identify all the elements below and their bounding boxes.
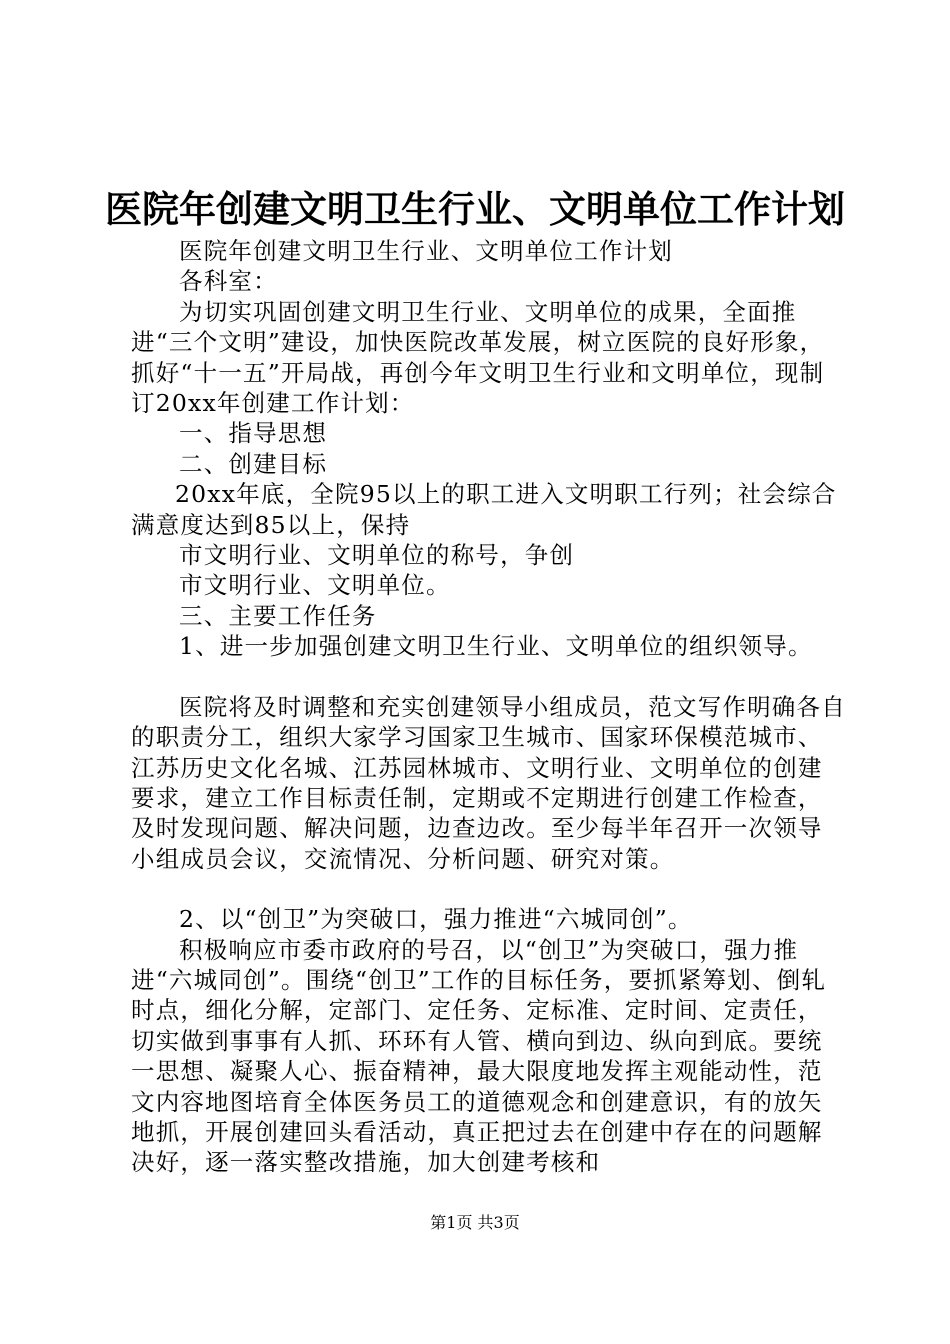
goal-line-strive: 市文明行业、文明单位。 [179, 571, 451, 600]
paragraph-gap [131, 874, 846, 904]
salutation: 各科室： [179, 267, 278, 296]
task-2-paragraph: 积极响应市委市政府的号召，以“创卫”为突破口，强力推进“六城同创”。围绕“创卫”工作的目标任务，要抓紧筹划、倒轧时点，细化分解，定部门、定任务、定标准、定时间、定责任，切实做到事事有人抓、环环有人管、横向到边、纵向到底。要统一思想、凝聚人心、振奋精神，最大限度地发挥主观能动性，范文内容地图培育全体医务员工的道德观念和创建意识，有的放矢地抓，开展创建回头看活动，真正把过去在创建中存在的问题解决好，逐一落实整改措施，加大创建考核和 [131, 935, 827, 1177]
goal-paragraph: 20xx年底，全院95以上的职工进入文明职工行列；社会综合满意度达到85以上，保持 [131, 480, 837, 539]
section-heading-3: 三、主要工作任务 [179, 601, 377, 630]
document-body [131, 236, 846, 1178]
task-1-paragraph: 医院将及时调整和充实创建领导小组成员，范文写作明确各自的职责分工，组织大家学习国家卫生城市、国家环保模范城市、江苏历史文化名城、江苏园林城市、文明行业、文明单位的创建要求，建立工作目标责任制，定期或不定期进行创建工作检查，及时发现问题、解决问题，边查边改。至少每半年召开一次领导小组成员会议，交流情况、分析问题、研究对策。 [131, 692, 846, 873]
document-title: 医院年创建文明卫生行业、文明单位工作计划 [105, 188, 845, 231]
section-heading-1: 一、指导思想 [179, 419, 328, 448]
goal-line-keep: 市文明行业、文明单位的称号，争创 [179, 541, 575, 570]
page-footer: 第1页 共3页 [430, 1213, 520, 1232]
paragraph-gap [131, 662, 846, 692]
section-heading-2: 二、创建目标 [179, 449, 328, 478]
task-heading-2: 2、以“创卫”为突破口，强力推进“六城同创”。 [179, 905, 693, 934]
intro-paragraph: 为切实巩固创建文明卫生行业、文明单位的成果，全面推进“三个文明”建设，加快医院改革发展，树立医院的良好形象，抓好“十一五”开局战，再创今年文明卫生行业和文明单位，现制订20xx年创建工作计划： [131, 297, 825, 418]
subtitle-paragraph: 医院年创建文明卫生行业、文明单位工作计划 [179, 237, 673, 265]
task-heading-1: 1、进一步加强创建文明卫生行业、文明单位的组织领导。 [179, 632, 813, 661]
